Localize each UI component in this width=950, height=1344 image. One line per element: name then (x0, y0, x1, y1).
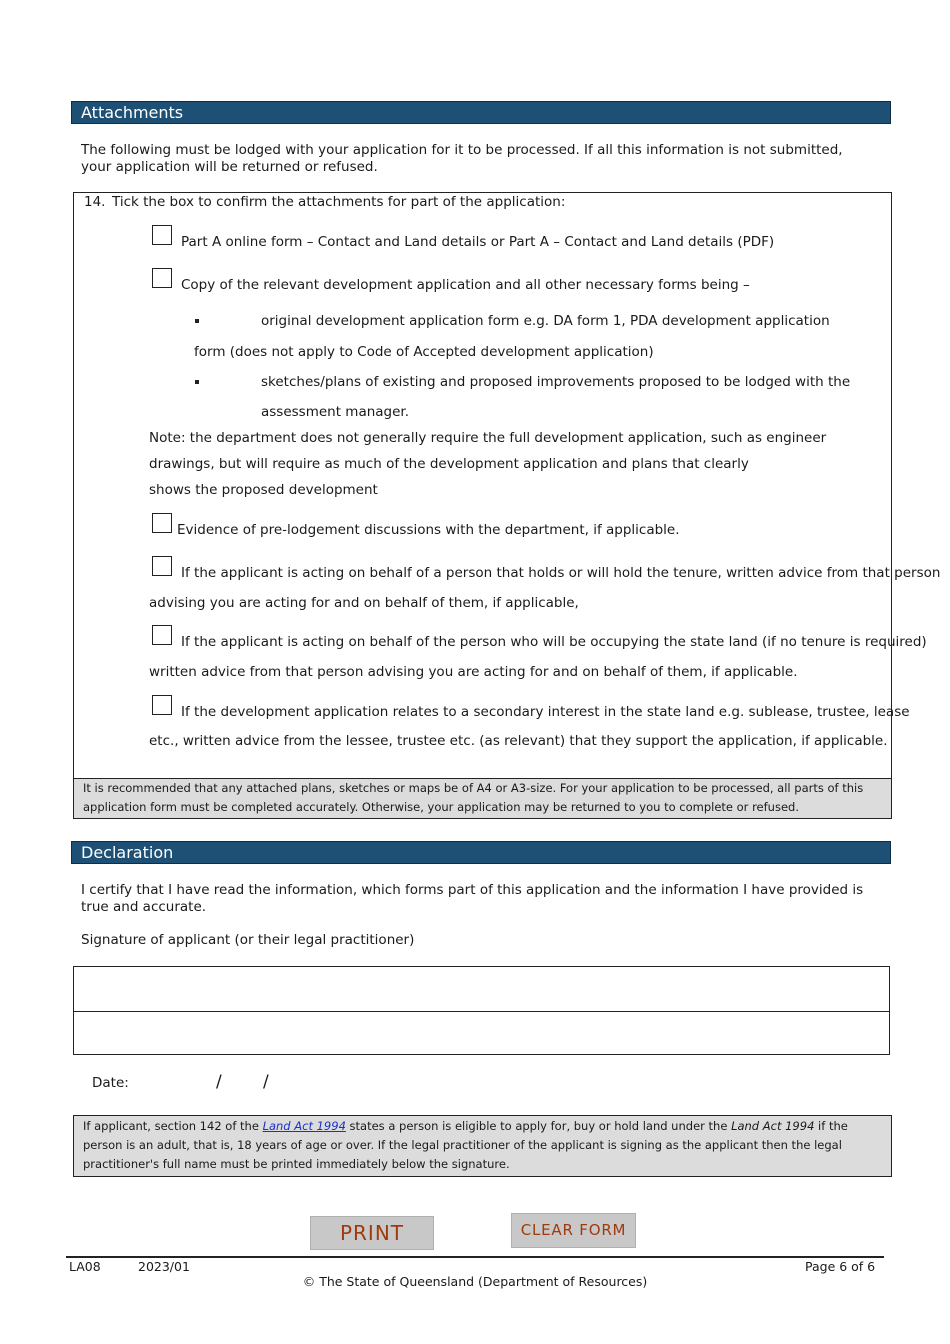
item-development-application: Copy of the relevant development application and all other necessary forms being – (181, 277, 750, 293)
bullet-icon (195, 380, 199, 384)
item-occupier-line2: written advice from that person advising you are acting for and on behalf of them, if applicable. (149, 664, 798, 680)
question-number: 14. (84, 194, 106, 210)
bullet-sketches-line1: sketches/plans of existing and proposed improvements proposed to be lodged with the (261, 374, 851, 390)
question-text: Tick the box to confirm the attachments for part of the application: (112, 194, 566, 210)
recommendation-line2: application form must be completed accurately. Otherwise, your application may be returned to you to complete or refused. (83, 800, 799, 814)
legal-note-text: If applicant, section 142 of the (83, 1119, 263, 1133)
clear-form-button[interactable]: CLEAR FORM (511, 1213, 636, 1248)
note-line1: Note: the department does not generally require the full development application, such as engineer (149, 430, 827, 446)
signature-label: Signature of applicant (or their legal practitioner) (81, 932, 415, 948)
declaration-certify: I certify that I have read the information, which forms part of this application and the information I have provided is true and accurate. (81, 882, 864, 915)
item-secondary-interest-line2: etc., written advice from the lessee, trustee etc. (as relevant) that they support the application, if applicable. (149, 733, 888, 749)
item-tenure-holder-line1: If the applicant is acting on behalf of a person that holds or will hold the tenure, written advice from that person (181, 565, 941, 581)
attachments-header: Attachments (71, 101, 891, 124)
bullet-original-line2: form (does not apply to Code of Accepted development application) (194, 344, 654, 360)
signature-field[interactable] (73, 966, 890, 1012)
date-separator: / (263, 1072, 269, 1092)
land-act-link[interactable]: Land Act 1994 (262, 1119, 346, 1133)
bullet-sketches-line2: assessment manager. (261, 404, 410, 420)
land-act-title: Land Act 1994 (731, 1119, 815, 1133)
footer-page-number: Page 6 of 6 (805, 1259, 876, 1274)
note-line3: shows the proposed development (149, 482, 378, 498)
footer-version: 2023/01 (138, 1259, 190, 1274)
checkbox-occupier-advice[interactable] (152, 625, 172, 645)
item-secondary-interest-line1: If the development application relates to a secondary interest in the state land e.g. sublease, trustee, lease (181, 704, 910, 720)
footer-form-code: LA08 (69, 1259, 101, 1274)
checkbox-secondary-interest[interactable] (152, 695, 172, 715)
note-line2: drawings, but will require as much of the development application and plans that clearly (149, 456, 749, 472)
item-part-a: Part A online form – Contact and Land details or Part A – Contact and Land details (PDF) (181, 234, 775, 250)
declaration-header: Declaration (71, 841, 891, 864)
checkbox-part-a[interactable] (152, 225, 172, 245)
legal-note-text: if the person is an adult, that is, 18 years of age or over. If the legal practitioner of the applicant is signing as the applicant then the legal practitioner's full name must be printed immediately below the signature. (83, 1119, 848, 1171)
bullet-original-line1: original development application form e.g. DA form 1, PDA development application (261, 313, 830, 329)
footer-divider (66, 1256, 884, 1258)
checkbox-tenure-holder-advice[interactable] (152, 556, 172, 576)
footer-copyright: © The State of Queensland (Department of Resources) (302, 1274, 648, 1289)
date-day-input[interactable] (140, 1071, 212, 1093)
date-year-input[interactable] (276, 1071, 336, 1093)
attachments-intro: The following must be lodged with your application for it to be processed. If all this information is not submitted, your application will be returned or refused. (81, 142, 843, 175)
checkbox-pre-lodgement[interactable] (152, 513, 172, 533)
recommendation-line1: It is recommended that any attached plans, sketches or maps be of A4 or A3-size. For your application to be processed, all parts of this (83, 781, 864, 795)
date-month-input[interactable] (228, 1071, 258, 1093)
legal-note-text: states a person is eligible to apply for, buy or hold land under the (345, 1119, 732, 1133)
item-tenure-holder-line2: advising you are acting for and on behalf of them, if applicable, (149, 595, 579, 611)
date-separator: / (216, 1072, 222, 1092)
print-button[interactable]: PRINT (310, 1216, 434, 1250)
checkbox-development-application[interactable] (152, 268, 172, 288)
signature-name-field[interactable] (73, 1011, 890, 1055)
item-pre-lodgement: Evidence of pre-lodgement discussions with the department, if applicable. (177, 522, 680, 538)
item-occupier-line1: If the applicant is acting on behalf of the person who will be occupying the state land (if no tenure is required) (181, 634, 927, 650)
legal-note (83, 1117, 885, 1174)
bullet-icon (195, 319, 199, 323)
date-label: Date: (92, 1075, 129, 1091)
